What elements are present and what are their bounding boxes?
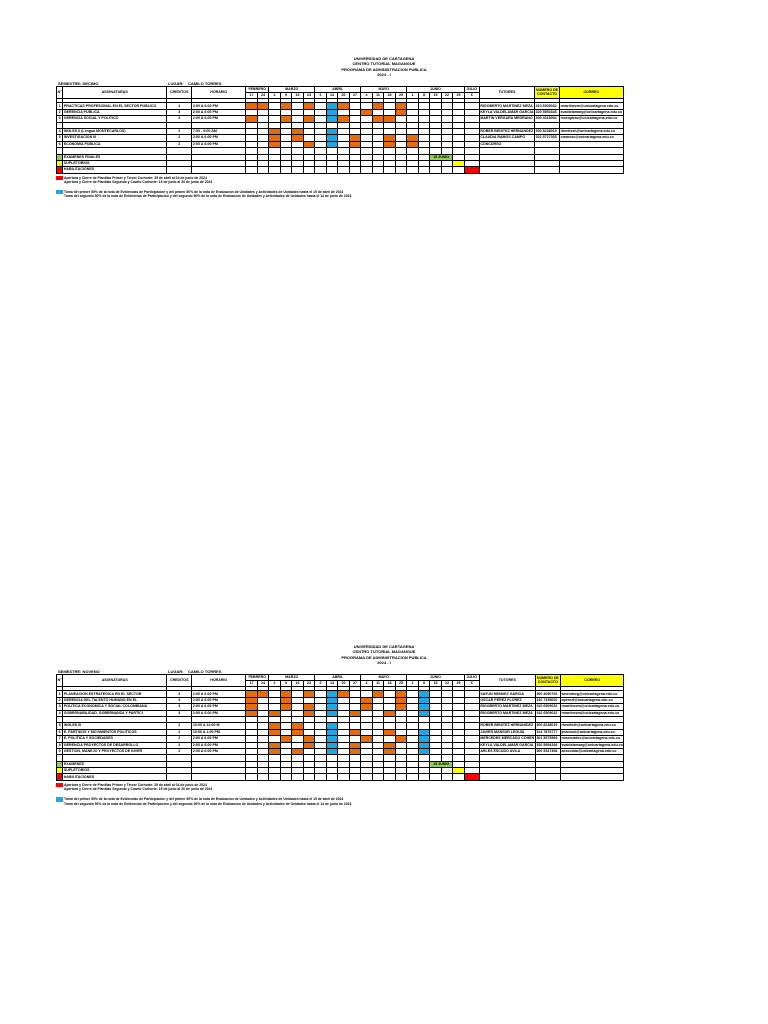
row-phone: 310 6509032: [535, 710, 560, 716]
month-mayo: MAYO: [361, 674, 407, 680]
row-num: 2: [57, 697, 63, 703]
row-schedule: 2:00 A 6:00 PM: [192, 697, 246, 703]
legend-item: [56, 194, 712, 199]
day-cell: 20: [338, 681, 350, 687]
session-cell: [361, 167, 373, 173]
row-tutor: ROBER BENITEZ HERNANDEZ: [480, 129, 534, 134]
row-subject: POLITICA ECONOMICA Y SOCIAL COLOMBIANA: [63, 704, 167, 710]
row-phone: 310 6509032: [535, 704, 560, 710]
row-email: smendezg@unicartagena.edu.co: [560, 691, 624, 697]
row-schedule: 2:00 A 6:00 PM: [192, 736, 246, 742]
session-cell: [326, 167, 338, 173]
row-credits: [167, 774, 192, 780]
row-tutor: KEYLA VALDELAMAR GARCIA: [480, 742, 534, 747]
day-cell: 9: [280, 681, 292, 687]
row-credits: 2: [167, 128, 192, 134]
day-cell: 23: [303, 93, 315, 99]
row-tutor: RIGOBERTO MARTINEZ MEZA: [479, 710, 535, 716]
session-cell: [418, 774, 430, 780]
session-cell: [246, 167, 258, 173]
row-email: kvaldelamarg@unicartagena.edu.co: [561, 742, 623, 747]
row-email: rmartinezm@unicartagena.edu.co: [560, 103, 624, 109]
row-schedule: 10:00 A 12:00 M: [192, 723, 246, 729]
day-cell: 4: [361, 93, 373, 99]
day-cell: 18: [384, 681, 396, 687]
row-email: [560, 774, 624, 780]
day-cell: 25: [395, 93, 407, 99]
header-line4: 2024 - I: [377, 72, 391, 78]
day-cell: 17: [246, 93, 258, 99]
session-cell: [303, 774, 315, 780]
row-subject: ECONOMIA PUBLICA: [63, 141, 167, 147]
row-tutor: MERCEDES MERCADO COHEN: [480, 736, 535, 741]
row-num: 7: [57, 736, 63, 742]
session-cell: [315, 167, 327, 173]
meta-row: [56, 666, 712, 674]
row-phone: [535, 167, 560, 173]
session-cell: [257, 167, 269, 173]
lugar-label: LUGAR:: [168, 668, 184, 674]
day-cell: 15: [430, 93, 442, 99]
month-abril: ABRIL: [315, 674, 361, 680]
session-cell: [464, 774, 479, 780]
table-row: [57, 774, 624, 780]
row-credits: 3: [167, 109, 192, 115]
month-abril: ABRIL: [315, 86, 361, 92]
schedule-table: [56, 86, 624, 174]
lugar-value: CAMILO TORRES: [188, 668, 222, 674]
session-cell: [372, 167, 384, 173]
day-cell: 6: [464, 681, 479, 687]
header-line4: 2024 - I: [377, 660, 391, 666]
day-cell: 13: [326, 93, 338, 99]
row-tutor: CONCURSO: [479, 141, 534, 147]
row-subject: SUPLETORIOS: [63, 768, 167, 774]
session-cell: [338, 167, 350, 173]
col-schedule: HORARIO: [192, 674, 246, 687]
session-cell: [269, 167, 281, 173]
session-cell: [453, 167, 465, 173]
session-cell: [349, 167, 361, 173]
header-line2: CENTRO TUTORIAL MAGANGUE: [352, 649, 416, 655]
lugar-value: CAMILO TORRES: [188, 80, 222, 86]
row-subject: INGLES III: [63, 723, 167, 729]
row-credits: 3: [167, 116, 192, 122]
session-cell: [349, 774, 361, 780]
session-cell: [407, 774, 419, 780]
schedule-header: [56, 644, 712, 666]
row-email: kvaldelamarg@unicartagena.edu.co: [560, 109, 623, 114]
row-email: mvergarav@unicartagena.edu.co: [560, 116, 624, 122]
day-cell: 13: [326, 681, 338, 687]
row-subject: PLANEACION ESTRATEGICA EN EL SECTOR: [63, 691, 167, 697]
row-phone: 300 4050792: [535, 691, 560, 697]
session-cell: [280, 774, 292, 780]
day-cell: 29: [453, 681, 465, 687]
day-cell: 4: [361, 681, 373, 687]
row-subject: EXAMENES FINALES: [63, 154, 167, 160]
row-email: operezf@unicartagena.edu.co: [560, 697, 624, 703]
day-cell: 9: [280, 93, 292, 99]
header-line3: PROGRAMA DE ADMINISTRACION PUBLICA: [341, 654, 427, 660]
legend-text: Toma del primer 50% de la nota de Evidencias de Participacion y del primer 50% de la nota de Evaluacion de Unidades y Actividades de Unidades hasta el 19 de abril de 2024: [64, 189, 344, 194]
row-credits: 4: [167, 103, 192, 109]
col-credits: CREDITOS: [167, 674, 192, 687]
month-junio: JUNIO: [407, 86, 465, 92]
day-cell: 20: [338, 93, 350, 99]
legend-swatch: [56, 802, 63, 807]
col-tutors: TUTORES: [479, 86, 534, 99]
legend-swatch: [56, 180, 63, 185]
session-cell: [303, 167, 315, 173]
row-phone: 320 5954348: [535, 109, 560, 115]
header-line1: UNIVERSIDAD DE CARTAGENA: [353, 644, 415, 649]
row-subject: HABILITACIONES: [63, 774, 167, 780]
exam-date-label: 15 JUNIO: [433, 761, 450, 766]
row-subject: EXAMENES: [63, 761, 167, 767]
row-credits: 3: [167, 691, 192, 697]
row-num: 6: [57, 729, 63, 735]
row-num: 3: [57, 704, 63, 710]
row-subject: E. POLITICA Y SOCIEDADES: [63, 736, 167, 742]
legend-swatch: [56, 787, 63, 792]
row-schedule: [192, 774, 246, 780]
legend-swatch: [56, 194, 63, 199]
row-email: cramosc@unicartagena.edu.co: [560, 135, 624, 141]
row-num: 1: [57, 103, 63, 109]
row-tutor: CLAUDIA RAMOS CAMPO: [479, 135, 534, 141]
legend-text: Apertura y Cierre de Planillas Segundo y Cuarto Corhorte: 15 de junio al 20 de junio de 2024: [64, 180, 213, 185]
day-cell: 1: [407, 93, 419, 99]
row-email: mmercadoc@unicartagena.edu.co: [560, 736, 624, 742]
day-cell: 16: [292, 93, 304, 99]
day-cell: 2: [269, 681, 281, 687]
month-julio: JULIO: [464, 86, 479, 92]
row-email: rbenitezh@unicartagena.edu.co: [560, 723, 624, 729]
month-marzo: MARZO: [269, 86, 315, 92]
month-febrero: FEBRERO: [246, 86, 269, 92]
row-num: 4: [57, 128, 63, 134]
header-line2: CENTRO TUTORIAL MAGANGUE: [352, 61, 416, 67]
row-tutor: ROBER BENITEZ HERNANDEZ: [479, 723, 535, 729]
row-phone: 310 6509032: [535, 103, 560, 109]
row-credits: 2: [167, 141, 192, 147]
month-marzo: MARZO: [269, 674, 315, 680]
row-subject: GERENCIA DEL TALENTO HUMANO EN EL: [63, 697, 167, 703]
row-schedule: [192, 167, 246, 173]
session-cell: [464, 167, 479, 173]
row-credits: 3: [167, 697, 192, 703]
row-subject: GERENCIA PUBLICA: [63, 109, 167, 115]
day-cell: 8: [418, 93, 430, 99]
day-cell: 8: [418, 681, 430, 687]
row-subject: E. PARTIDOS Y MOVIMIENTOS POLITICOS: [63, 729, 167, 735]
row-credits: [167, 167, 192, 173]
day-cell: 6: [315, 681, 327, 687]
meta-row: [56, 78, 712, 86]
month-header-row: [57, 674, 624, 680]
legend-text: Apertura y Cierre de Planillas Segundo y Cuarto Corhorte: 15 de junio al 20 de junio de 2024: [64, 787, 213, 792]
row-schedule: 2:00 A 6:00 PM: [192, 103, 246, 109]
row-credits: 2: [167, 723, 192, 729]
col-tutors: TUTORES: [479, 674, 535, 687]
day-cell: 6: [315, 93, 327, 99]
row-subject: SUPLETORIOS: [63, 160, 167, 166]
legend-text: Apertura y Cierre de Planillas Primer y Tercer Corhorte: 29 de abril al 04 de junio de 2024: [64, 782, 207, 787]
row-num: 4: [57, 710, 63, 716]
row-phone: 301 5575569: [535, 736, 560, 742]
row-schedule: 10:00 A 1:00 PM: [192, 729, 246, 735]
row-schedule: 2:00 A 6:00 PM: [192, 116, 246, 122]
row-credits: 2: [167, 742, 192, 748]
day-cell: 17: [246, 681, 258, 687]
row-subject: INVESTIGACION III: [63, 135, 167, 141]
legend-notes: [56, 783, 712, 806]
day-cell: 23: [303, 681, 315, 687]
row-tutor: SAYUN MENDEZ GARCIA: [479, 691, 535, 697]
month-mayo: MAYO: [361, 86, 407, 92]
row-tutor: JAVIER MANSUR LEGUIA: [479, 729, 535, 735]
col-subject: ASIGNATURAS: [63, 86, 167, 99]
month-junio: JUNIO: [407, 674, 465, 680]
month-febrero: FEBRERO: [246, 674, 269, 680]
row-tutor: KEYLA VALDELAMAR GARCIA: [480, 109, 534, 114]
row-schedule: 2:00 A 6:00 PM: [192, 141, 246, 147]
day-cell: 27: [349, 681, 361, 687]
day-cell: 18: [384, 93, 396, 99]
schedule-noveno: [56, 644, 712, 806]
row-tutor: [479, 774, 535, 780]
col-num: N°: [57, 674, 63, 687]
session-cell: [407, 167, 419, 173]
row-email: rbenitezh@unicartagena.edu.co: [560, 128, 624, 134]
day-cell: 16: [292, 681, 304, 687]
day-cell: 27: [349, 93, 361, 99]
table-row: [57, 167, 624, 173]
row-email: [560, 167, 624, 173]
session-cell: [326, 774, 338, 780]
session-cell: [384, 774, 396, 780]
row-num: 2: [57, 109, 63, 115]
day-cell: 24: [257, 93, 269, 99]
day-cell: 22: [441, 93, 453, 99]
session-cell: [430, 167, 442, 173]
row-num: 5: [57, 135, 63, 141]
row-phone: 322 5727365: [535, 135, 560, 141]
session-cell: [395, 167, 407, 173]
col-credits: CREDITOS: [167, 86, 192, 99]
legend-text: Apertura y Cierre de Planillas Primer y Tercer Corhorte: 29 de abril al 04 de junio de 2024: [64, 175, 207, 180]
session-cell: [315, 774, 327, 780]
row-subject: GERENCIA PROYECTOS DE DESARROLLO: [63, 742, 167, 748]
row-tutor: RIGOBERTO MARTINEZ MEZA: [480, 103, 533, 108]
session-cell: [246, 774, 258, 780]
row-schedule: 2:00 A 6:00 PM: [192, 109, 246, 115]
day-cell: 29: [453, 93, 465, 99]
row-num: 1: [57, 691, 63, 697]
col-num: N°: [57, 86, 63, 99]
row-num: 8: [57, 742, 63, 748]
col-email: CORREO: [560, 674, 624, 687]
row-credits: 2: [167, 135, 192, 141]
session-cell: [280, 167, 292, 173]
month-julio: JULIO: [464, 674, 479, 680]
row-email: rmartinezm@unicartagena.edu.co: [560, 704, 624, 710]
row-num: 6: [57, 141, 63, 147]
day-cell: 6: [464, 93, 479, 99]
row-num: 3: [57, 116, 63, 122]
session-cell: [384, 167, 396, 173]
row-credits: 3: [167, 704, 192, 710]
legend-text: Toma del primer 50% de la nota de Evidencias de Participacion y del primer 50% de la nota de Evaluacion de Unidades y Actividades de Unidades hasta el 19 de abril de 2024: [64, 797, 344, 802]
schedule-decimo: [56, 56, 712, 199]
schedule-table: [56, 674, 624, 781]
row-schedule: 2:00 A 6:00 PM: [192, 748, 246, 754]
row-tutor: OSCAR PEREZ FLOREZ: [479, 697, 535, 703]
col-email: CORREO: [560, 86, 624, 99]
row-tutor: RIGOBERTO MARTINEZ MEZA: [479, 704, 535, 710]
month-header-row: [57, 86, 624, 92]
legend-text: Toma del segundo 50% de la nota de Evidencias de Participacion y del segundo 50% de la nota de Evaluacion de Unidades y Actividades de Unidades hasta el 14 de junio de 2024: [64, 194, 352, 199]
row-schedule: 2:00 A 6:00 PM: [192, 704, 246, 710]
exam-date-label: 15 JUNIO: [433, 154, 450, 159]
day-cell: 24: [257, 681, 269, 687]
row-phone: [535, 774, 560, 780]
row-credits: 3: [167, 710, 192, 716]
row-credits: 2: [167, 748, 192, 754]
row-subject: PRACTICAS PROFESIONAL EN EL SECTOR PUBLICO: [63, 103, 167, 109]
col-contact: NUMERO DE CONTACTO: [535, 674, 560, 687]
col-subject: ASIGNATURAS: [63, 674, 167, 687]
legend-notes: [56, 176, 712, 199]
row-tutor: [479, 167, 534, 173]
row-subject: GERENCIA SOCIAL Y POLITICO: [63, 116, 167, 122]
session-cell: [372, 774, 384, 780]
day-cell: 11: [372, 93, 384, 99]
row-email: aescudoa@unicartagena.edu.co: [560, 748, 624, 754]
col-contact: NUMERO DE CONTACTO: [535, 86, 560, 99]
row-schedule: 2:00 A 6:00 PM: [192, 691, 246, 697]
row-phone: 300 5347468: [535, 748, 560, 754]
row-phone: 314 7876777: [535, 729, 560, 735]
row-phone: 310 7335620: [535, 697, 560, 703]
row-subject: INGLES II (Lengua MONTECARLOS): [63, 128, 167, 134]
row-schedule: 2:00 A 6:00 PM: [192, 135, 246, 141]
semester-label: SEMESTRE: DECIMO: [58, 80, 99, 86]
row-phone: 300 4018094: [535, 116, 560, 122]
row-tutor: MARTIN VERGARA MEDRANO: [480, 116, 533, 121]
row-credits: 2: [167, 729, 192, 735]
session-cell: [292, 167, 304, 173]
row-subject: GESTION, MANEJO Y PROYECTOS DE INVER: [63, 748, 167, 754]
row-num: 5: [57, 723, 63, 729]
session-cell: [257, 774, 269, 780]
day-cell: 22: [441, 681, 453, 687]
session-cell: [453, 774, 465, 780]
header-line3: PROGRAMA DE ADMINISTRACION PUBLICA: [341, 66, 427, 72]
row-tutor: ARLES ESCUDO AVILA: [479, 748, 535, 754]
session-cell: [361, 774, 373, 780]
row-schedule: 7:00 - 9:00 AM: [192, 128, 246, 134]
session-cell: [292, 774, 304, 780]
day-cell: 15: [430, 681, 442, 687]
row-phone: 320 5954348: [535, 742, 560, 748]
row-email: rmartinezm@unicartagena.edu.co: [560, 710, 624, 716]
session-cell: [269, 774, 281, 780]
schedule-header: [56, 56, 712, 78]
session-cell: [441, 167, 453, 173]
header-line1: UNIVERSIDAD DE CARTAGENA: [353, 56, 415, 61]
col-schedule: HORARIO: [192, 86, 246, 99]
session-cell: [395, 774, 407, 780]
legend-text: Toma del segundo 50% de la nota de Evidencias de Participacion y del segundo 50% de la nota de Evaluacion de Unidades y Actividades de Unidades hasta el 14 de junio de 2024: [64, 801, 352, 806]
row-phone: 300 8238019: [535, 128, 560, 134]
row-schedule: 2:00 A 6:00 PM: [192, 710, 246, 716]
row-phone: 300 8238019: [535, 723, 560, 729]
row-schedule: 2:00 A 6:00 PM: [192, 742, 246, 748]
row-email: jmansurl@unicartagena.edu.co: [560, 729, 624, 735]
day-cell: 11: [372, 681, 384, 687]
session-cell: [338, 774, 350, 780]
row-num: 9: [57, 748, 63, 754]
semester-label: SEMESTRE: NOVENO: [58, 668, 100, 674]
row-subject: GOBERNABILIDAD, GOBERNANZA Y PARTICI: [63, 710, 167, 716]
day-cell: 1: [407, 681, 419, 687]
row-credits: 2: [167, 736, 192, 742]
session-cell: [430, 774, 442, 780]
session-cell: [441, 774, 453, 780]
row-subject: HABILITACIONES: [63, 167, 167, 173]
day-cell: 25: [395, 681, 407, 687]
lugar-label: LUGAR:: [168, 80, 184, 86]
day-cell: 2: [269, 93, 281, 99]
session-cell: [418, 167, 430, 173]
legend-item: [56, 802, 712, 807]
